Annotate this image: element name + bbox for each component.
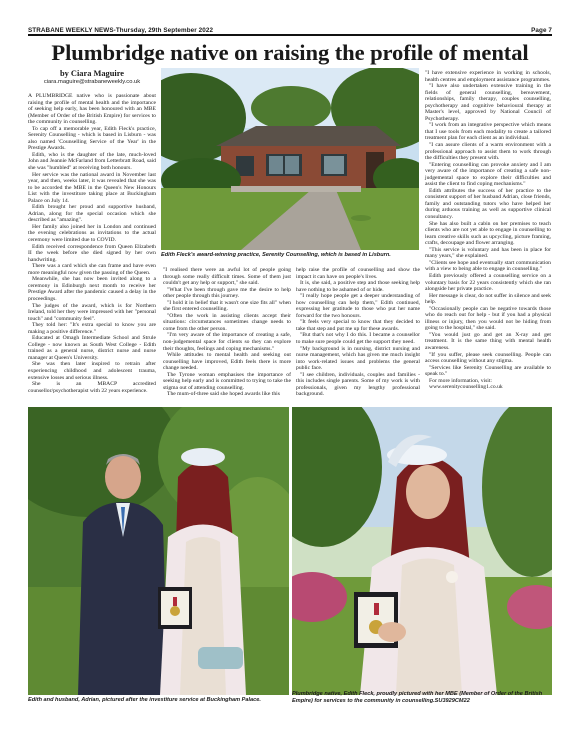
article-headline: Plumbridge native on raising the profile of mental [51, 40, 529, 65]
paragraph: A PLUMBRIDGE native who is passionate about raising the profile of mental health and the importance of seeking help early, has been honoured with an MBE (Member of Order of the British Empire) for services to the community in counselling. [28, 93, 156, 126]
paragraph: "You would just go and get an X-ray and get treatment. It is the same thing with mental health awareness. [425, 331, 551, 351]
paragraph: "I'm very aware of the importance of creating a safe, non-judgemental space for clients so they can explore their thoughts, feelings and coping mechanisms." [163, 332, 291, 352]
paragraph: "Often the work in assisting clients accept their situations: circumstances sometimes change needs to come from the other person. [163, 312, 291, 332]
author-name: by Ciara Maguire [59, 69, 125, 78]
article-column-4 [425, 70, 551, 391]
paragraph: "I hold it in belief that it wasn't one size fits all" when she first entered counselling. [163, 299, 291, 313]
masthead-date: STRABANE WEEKLY NEWS-Thursday, 29th September 2022 [28, 27, 214, 34]
paragraph: help raise the profile of counselling and show the impact it can have on people's lives. [296, 267, 420, 280]
byline [28, 69, 156, 85]
paragraph: "Occasionally people can be negative towards those who do reach out for help - but if you had a physical illness or injury, then you would not be hiding from going to the hospital," she said. [425, 305, 551, 332]
paragraph: www.serenitycounselling1.co.uk [429, 384, 503, 391]
paragraph: "If you suffer, please seek counselling. People can access counselling without any stigma. [425, 351, 551, 365]
masthead [28, 22, 552, 34]
paragraph: There was a card which she can frame and have even more meaningful now given the passing of the Queen. [28, 263, 156, 276]
masthead-rule [28, 34, 552, 36]
paragraph: Edith attributes the success of her practice to the consistent support of her husband Adrian, close friends, family and outstanding tutors who have helped her during arduous training as well as supportive clinical consultancy. [425, 187, 551, 221]
paragraph: She is an MBACP accredited counsellor/psychotherapist with 22 years experience. [28, 381, 156, 394]
paragraph: "What I've been through gave me the desire to help other people through this journey. [163, 286, 291, 300]
investiture-couple-photo [28, 407, 289, 695]
caption-mbe-photo: Plumbridge native, Edith Fleck, proudly pictured with her MBE (Member of Order of the British Empire) for services to the community in counselling.SU3929CM22 [292, 691, 543, 704]
paragraph: "I can assure clients of a warm environment with a professional approach to assist them to work through the difficulties they present with. [425, 142, 551, 162]
paragraph: "But that's not why I do this. I became a counsellor to make sure people could get the support they need. [296, 332, 420, 346]
article-column-2 [163, 267, 291, 398]
paragraph: Educated at Omagh Intermediate School and Strule College - now known as South West College - Edith trained as a general nurse, district nurse and nurse manager at Queen's University. [28, 335, 156, 361]
paragraph: "This service is voluntary and has been in place for many years," she explained. [425, 246, 551, 260]
paragraph: "My background is in nursing, district nursing and nurse management, which has given me much insight into work-related issues and problems the general public face. [296, 345, 420, 372]
paragraph: Edith previously offered a counselling service on a voluntary basis for 22 years consistently which she ran alongside her private practice. [425, 272, 551, 293]
paragraph: The mum-of-three said she hoped awards like this [167, 391, 280, 398]
paragraph: Edith brought her proud and supportive husband, Adrian, along for the special occasion which she described as "amazing". [28, 204, 156, 224]
paragraph: Edith received correspondence from Queen Elizabeth II the week before she died signed by her own handwriting. [28, 243, 156, 263]
caption-practice-photo: Edith Fleck's award-winning practice, Serenity Counselling, which is based in Lisburn. [161, 252, 391, 258]
paragraph: "Entering counselling can provoke anxiety and I am very aware of the importance of creating a safe non-judgemental space to explore their difficulties and assist the client to find coping mechanisms." [425, 161, 551, 188]
edith-mbe-photo [292, 407, 552, 695]
practice-building-photo [161, 68, 419, 250]
paragraph: Her service was the national award in November last year, and then, weeks later, it was revealed that she was to be accorded the MBE in the Queen's New Honours List with the investiture taking place at Buckingham Palace on July 14. [28, 171, 156, 204]
paragraph: "It feels very special to know that they decided to take that step and put me up for these awards. [296, 319, 420, 332]
article-column-3 [296, 267, 420, 398]
paragraph: "I work from an integrative perspective which means that I use tools from each modality to create a tailored treatment plan for each client as an individual. [425, 122, 551, 142]
article-column-1 [28, 93, 156, 394]
paragraph: "I have also undertaken extensive training in the fields of general counselling, bereavement, relationships, family therapy, couples counselling, psychotherapy and cognitive behavioural therapy at Master's level, approved by National Council of Psychotherapy. [425, 83, 551, 122]
caption-couple-photo: Edith and husband, Adrian, pictured after the investiture service at Buckingham Palace. [28, 697, 261, 703]
page-number: Page 7 [531, 27, 552, 34]
paragraph: The Tyrone woman emphasises the importance of seeking help early and is committed to trying to take the stigma out of attending counselling. [163, 371, 291, 391]
paragraph: It is, she said, a positive step and those seeking help have nothing to be ashamed of or hide. [296, 280, 420, 293]
paragraph: She has also built a cabin on her premises to teach clients who are not yet able to engage in counselling to learn creative skills such as upcycling, picture framing, crafts, decoupage and flower arranging. [425, 220, 551, 247]
paragraph: Her message is clear, do not suffer in silence and seek help. [425, 292, 551, 306]
paragraph: Edith, who is the daughter of the late, much-loved John and Jeannie McFarland from Letterbratt Road, said she was "humbled" at receiving both honours. [28, 151, 156, 172]
paragraph: "I realised there were an awful lot of people going through some really difficult times. Some of them just couldn't get any help or support," she said. [163, 267, 291, 287]
paragraph: Meanwhile, she has now been invited along to a ceremony in Edinburgh next month to receive her Prestige Award after the pandemic caused a delay in the proceedings. [28, 276, 156, 302]
paragraph: "I see children, individuals, couples and families - this includes single parents. Some of my work is with professionals, given my lengthy professional background. [296, 371, 420, 398]
paragraph: Her family also joined her in London and continued the evening celebrations as invitations to the actual ceremony were limited due to COVID. [28, 223, 156, 244]
paragraph: The judges of the award, which is for Northern Ireland, told her they were impressed with her "personal touch" and "community feel". [28, 302, 156, 322]
paragraph: "I have extensive experience in working in schools, health centres and employment assistance programmes. [425, 70, 551, 83]
paragraph: "Clients see hope and eventually start communication with a view to being able to engage in counselling." [425, 259, 551, 273]
paragraph: "Services like Serenity Counselling are available to speak to." [425, 364, 551, 378]
paragraph: While attitudes to mental health and seeking out counselling have improved, Edith feels there is more change needed. [163, 352, 291, 372]
paragraph: She was then later inspired to retrain after experiencing childhood and adolescent trauma, extensive losses and serious illness. [28, 361, 156, 381]
paragraph: For more information, visit: [429, 377, 492, 384]
paragraph: "I really hope people get a deeper understanding of how counselling can help them," Edith continued, expressing her gratitude to those who put her name forward for the two honours. [296, 293, 420, 319]
paragraph: To cap off a memorable year, Edith Fleck's practice, Serenity Counselling - which is based in Lisburn - was also named 'Counselling Service of the Year' in the Prestige Awards. [28, 125, 156, 152]
author-email: ciara.maguire@strabaneweekly.co.uk [43, 79, 141, 85]
paragraph: They told her: "It's extra special to know you are making a positive difference." [28, 322, 156, 335]
